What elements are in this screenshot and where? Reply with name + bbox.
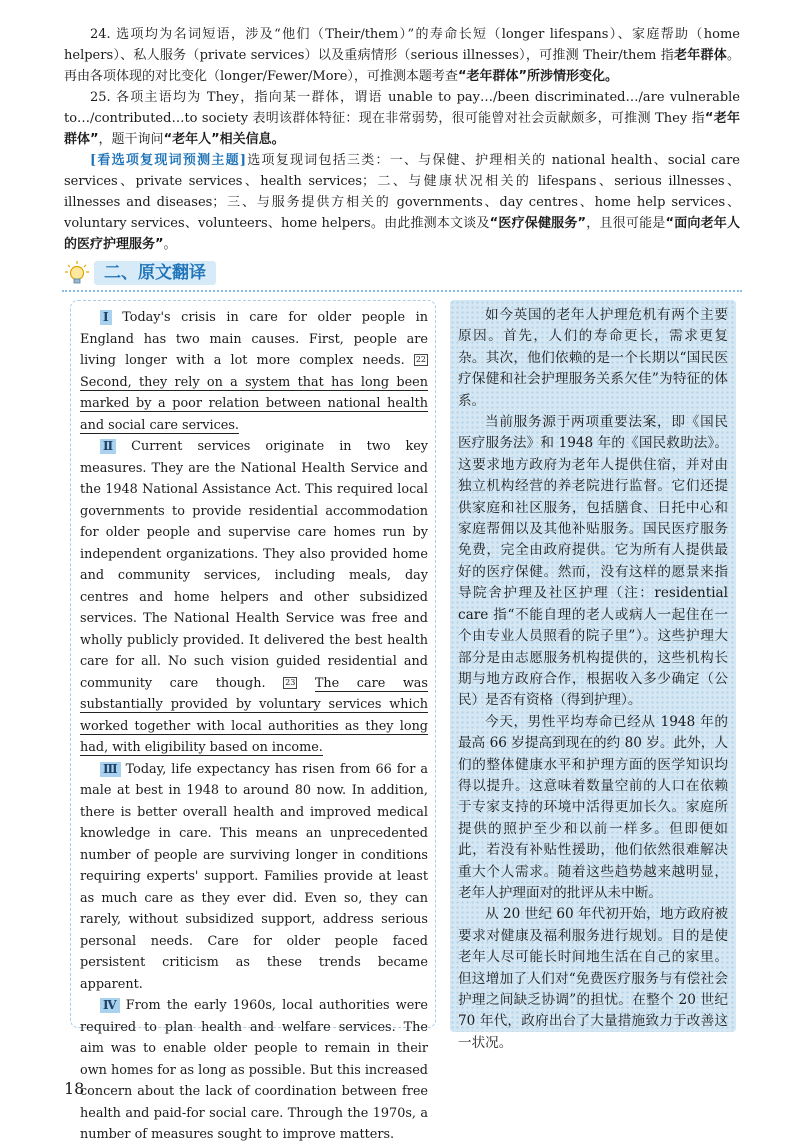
section-title: 二、原文翻译 <box>94 261 216 285</box>
lightbulb-icon <box>64 260 90 286</box>
paragraph-number: Ⅳ <box>100 998 120 1013</box>
question-marker: 23 <box>285 677 296 687</box>
section-header <box>62 258 742 292</box>
chinese-translation <box>458 305 728 1054</box>
zh-paragraph-2: 当前服务源于两项重要法案，即《国民医疗服务法》和 1948 年的《国民救助法》。这要求地方政府为老年人提供住宿，并对由独立机构经营的养老院进行监督。它们还提供家庭和社区服务，包括膳食、日托中心和家庭帮佣以及其他补贴服务。国民医疗服务免费，完全由政府提供。它为所有人提供最好的医疗保健。然而，没有这样的愿景来指导院舍护理及社区护理（注：residential care 指“不能自理的老人或病人一起住在一个由专业人员照看的院子里”）。这些护理大部分是由志愿服务机构提供的，这些机构长期与地方政府合作，根据收入多少确定（公民）是否有资格（得到护理）。 <box>458 414 728 709</box>
note-q24: 24. 选项均为名词短语，涉及“他们（Their/them）”的寿命长短（longer lifespans）、家庭帮助（home helpers）、私人服务（private services）以及重病情形（serious illnesses），可推测 Their/them 指老年群体。再由各项体现的对比变化（longer/Fewer/More），可推测本题考查“老年群体”所涉情形变化。 <box>64 27 740 84</box>
underlined-sentence: Second, they rely on a system that has long been marked by a poor relation between national health and social care services. <box>80 374 428 433</box>
zh-paragraph-4: 从 20 世纪 60 年代初开始，地方政府被要求对健康及福利服务进行规划。目的是使老年人尽可能长时间地生活在自己的家里。但这增加了人们对“免费医疗服务与有偿社会护理之间缺乏协调”的担忧。在整个 20 世纪 70 年代，政府出台了大量措施致力于改善这一状况。 <box>458 906 728 1051</box>
note-q25: 25. 各项主语均为 They，指向某一群体，谓语 unable to pay…/been discriminated…/are vulnerable to…/contributed…to society 表明该群体特征：现在非常弱势，很可能曾对社会贡献颇多，可推测 They 指“老年群体”，题干询问“老年人”相关信息。 <box>64 90 740 147</box>
underlined-sentence: The care was substantially provided by voluntary services which worked together with local authorities as they long had, with eligibility based on income. <box>80 675 428 755</box>
en-paragraph-4: Ⅳ From the early 1960s, local authorities were required to plan health and welfare services. The aim was to enable older people to remain in their own homes for as long as possible. But this increased concern about the lack of coordination between free health and paid-for social care. Through the 1970s, a number of measures sought to improve matters. <box>80 998 428 1142</box>
en-paragraph-2: Ⅱ Current services originate in two key measures. They are the National Health Service and the 1948 National Assistance Act. This required local governments to provide residential accommodation for older people and supervise care homes run by independent organizations. They also provided home and community services, including meals, day centres and home helpers and other subsidized services. The National Health Service was free and wholly publicly provided. It delivered the best health care for all. No such vision guided residential and community care though. 23 The care was substantially provided by voluntary services which worked together with local authorities as they long had, with eligibility based on income. <box>80 439 428 755</box>
note-predict-theme: [看选项复现词预测主题]选项复现词包括三类：一、与保健、护理相关的 national health、social care services、private services、health services；二、与健康状况相关的 lifespans、serious illnesses、illnesses and diseases；三、与服务提供方相关的 governments、day centres、home help services、voluntary services、volunteers、home helpers。由此推测本文谈及“医疗保健服务”，且很可能是“面向老年人的医疗护理服务”。 <box>64 153 741 252</box>
en-paragraph-1: Ⅰ Today's crisis in care for older people in England has two main causes. First, people are living longer with a lot more complex needs. 22 Second, they rely on a system that has long been marked by a poor relation between national health and social care services. <box>80 310 428 433</box>
paragraph-number: Ⅰ <box>100 310 112 325</box>
english-passage <box>80 307 428 1146</box>
en-paragraph-3: Ⅲ Today, life expectancy has risen from 66 for a male at best in 1948 to around 80 now. In addition, there is better overall health and improved medical knowledge in care. This means an unprecedented number of people are surviving longer in conditions requiring experts' support. Families provide at least as much care as they ever did. Even so, they can rarely, without subsidized support, address serious personal needs. Care for older people faced persistent criticism as these trends became apparent. <box>80 761 428 992</box>
predict-tag: [看选项复现词预测主题] <box>90 153 246 168</box>
page-number: 18 <box>64 1079 85 1098</box>
zh-paragraph-3: 今天，男性平均寿命已经从 1948 年的最高 66 岁提高到现在的约 80 岁。此外，人们的整体健康水平和护理方面的医学知识均得以提升。这意味着数量空前的人口在依赖于专家支持的环境中活得更加长久。家庭所提供的照护至少和以前一样多。但即便如此，若没有补贴性援助，他们依然很难解决重大个人需求。随着这些趋势越来越明显，老年人护理面对的批评从未中断。 <box>458 713 728 901</box>
paragraph-number: Ⅲ <box>100 762 121 777</box>
zh-paragraph-1: 如今英国的老年人护理危机有两个主要原因。首先，人们的寿命更长，需求更复杂。其次，他们依赖的是一个长期以“国民医疗保健和社会护理服务关系欠佳”为特征的体系。 <box>458 307 728 409</box>
question-marker: 22 <box>415 355 426 364</box>
paragraph-number: Ⅱ <box>100 439 116 454</box>
analysis-notes <box>64 24 740 255</box>
